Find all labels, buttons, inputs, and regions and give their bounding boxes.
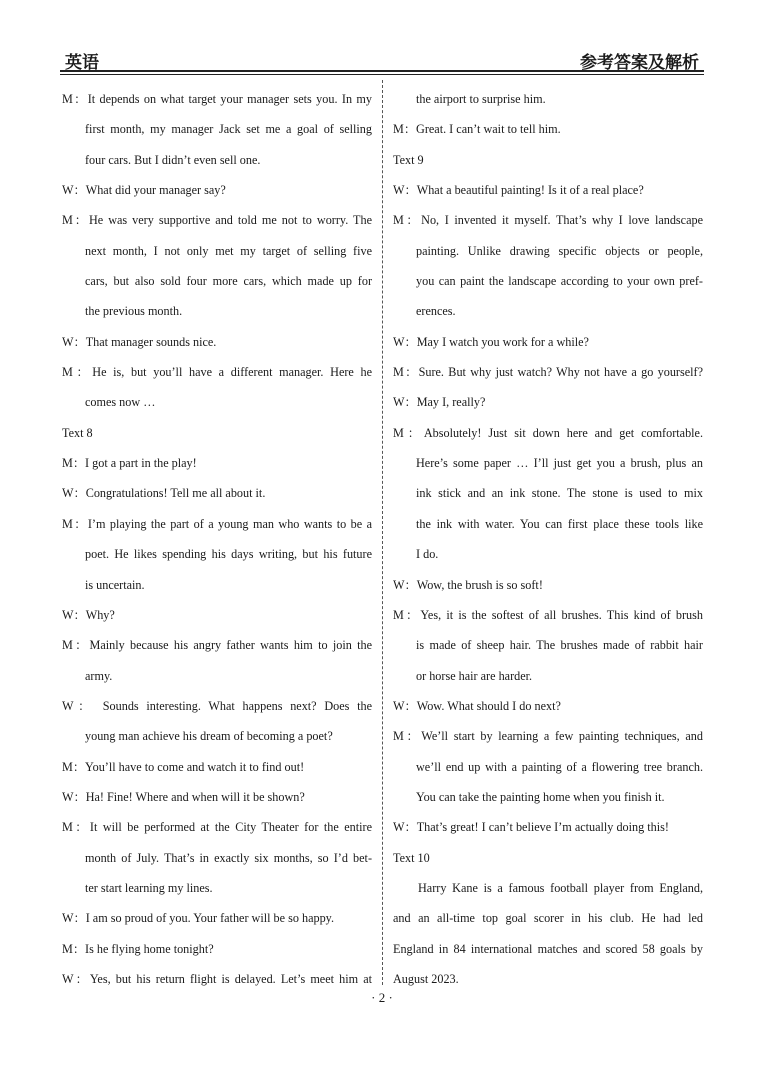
header-rule-thick	[60, 70, 704, 72]
text-line: you can paint the landscape according to your own pref-	[416, 274, 703, 289]
text-line: W：What did your manager say?	[62, 183, 226, 198]
text-line: W：Wow, the brush is so soft!	[393, 577, 543, 592]
text-line: M：Absolutely! Just sit down here and get comfortable.	[393, 425, 703, 440]
text-line: army.	[85, 668, 113, 683]
text-line: W：Congratulations! Tell me all about it.	[62, 486, 266, 501]
text-line: M：I’m playing the part of a young man who wants to be a	[62, 516, 372, 531]
text-line: W：That manager sounds nice.	[62, 334, 217, 349]
text-line: or horse hair are harder.	[416, 668, 533, 683]
left-column	[62, 84, 372, 994]
text-line: M：We’ll start by learning a few painting techniques, and	[393, 729, 703, 744]
text-line: Text 8	[62, 425, 93, 440]
text-line: I do.	[416, 547, 439, 562]
text-line: W：May I, really?	[393, 395, 486, 410]
text-line: W：Why?	[62, 607, 115, 622]
text-line: poet. He likes spending his days writing, but his future	[85, 547, 372, 562]
text-line: M：He is, but you’ll have a different manager. Here he	[62, 365, 372, 380]
column-divider	[382, 80, 383, 985]
text-line: next month, I not only met my target of selling five	[85, 243, 372, 258]
text-line: the airport to surprise him.	[416, 92, 546, 106]
text-line: M：Yes, it is the softest of all brushes. This kind of brush	[393, 607, 703, 622]
text-line: Harry Kane is a famous football player from England,	[418, 880, 703, 895]
text-line: and an all-time top goal scorer in his club. He had led	[393, 911, 703, 926]
text-line: Text 10	[393, 850, 430, 865]
text-line: month of July. That’s in exactly six months, so I’d bet-	[85, 850, 372, 865]
text-line: W：That’s great! I can’t believe I’m actually doing this!	[393, 820, 669, 835]
header-section: 参考答案及解析	[580, 53, 699, 73]
text-line: comes now …	[85, 395, 156, 410]
page-number: · 2 ·	[371, 990, 393, 1005]
text-line: W：Ha! Fine! Where and when will it be shown?	[62, 789, 305, 804]
text-line: ink stick and an ink stone. The stone is used to mix	[416, 486, 703, 501]
text-line: M：He was very supportive and told me not to worry. The	[62, 213, 372, 228]
text-line: first month, my manager Jack set me a goal of selling	[85, 122, 372, 137]
text-line: ter start learning my lines.	[85, 880, 213, 895]
text-line: young man achieve his dream of becoming a poet?	[85, 729, 333, 744]
text-line: W：May I watch you work for a while?	[393, 334, 589, 349]
page-header	[60, 44, 704, 72]
text-line: cars, but also sold four more cars, which made up for	[85, 274, 372, 289]
text-line: M：It will be performed at the City Theater for the entire	[62, 820, 372, 835]
text-line: M：Mainly because his angry father wants him to join the	[62, 638, 372, 653]
text-line: W：What a beautiful painting! Is it of a real place?	[393, 183, 644, 198]
text-line: Text 9	[393, 152, 424, 167]
text-line: painting. Unlike drawing specific objects or people,	[416, 243, 703, 258]
text-line: is made of sheep hair. The brushes made of rabbit hair	[416, 638, 703, 653]
text-line: is uncertain.	[85, 577, 145, 592]
text-line: W： Sounds interesting. What happens next? Does the	[62, 698, 372, 713]
text-line: M：No, I invented it myself. That’s why I love landscape	[393, 213, 703, 228]
text-line: W：I am so proud of you. Your father will be so happy.	[62, 911, 335, 926]
text-line: M：Sure. But why just watch? Why not have a go yourself?	[393, 365, 703, 380]
text-line: we’ll end up with a painting of a flowering tree branch.	[416, 759, 703, 774]
text-line: W：Yes, but his return flight is delayed. Let’s meet him at	[62, 971, 372, 986]
text-line: M：It depends on what target your manager sets you. In my	[62, 92, 372, 106]
text-line: erences.	[416, 304, 456, 319]
text-line: M：Is he flying home tonight?	[62, 941, 214, 956]
header-rule-thin	[60, 74, 704, 75]
right-column	[393, 84, 703, 994]
header-subject: 英语	[65, 53, 99, 73]
text-line: England in 84 international matches and scored 58 goals by	[393, 941, 703, 956]
text-line: M：Great. I can’t wait to tell him.	[393, 122, 561, 137]
text-line: You can take the painting home when you finish it.	[416, 789, 665, 804]
text-line: four cars. But I didn’t even sell one.	[85, 152, 261, 167]
text-line: the previous month.	[85, 304, 183, 319]
text-line: M：You’ll have to come and watch it to find out!	[62, 759, 305, 774]
text-line: August 2023.	[393, 971, 459, 986]
text-line: the ink with water. You can first place these tools like	[416, 516, 703, 531]
text-line: M：I got a part in the play!	[62, 456, 197, 471]
text-line: W：Wow. What should I do next?	[393, 698, 561, 713]
text-line: Here’s some paper … I’ll just get you a brush, plus an	[416, 456, 703, 471]
